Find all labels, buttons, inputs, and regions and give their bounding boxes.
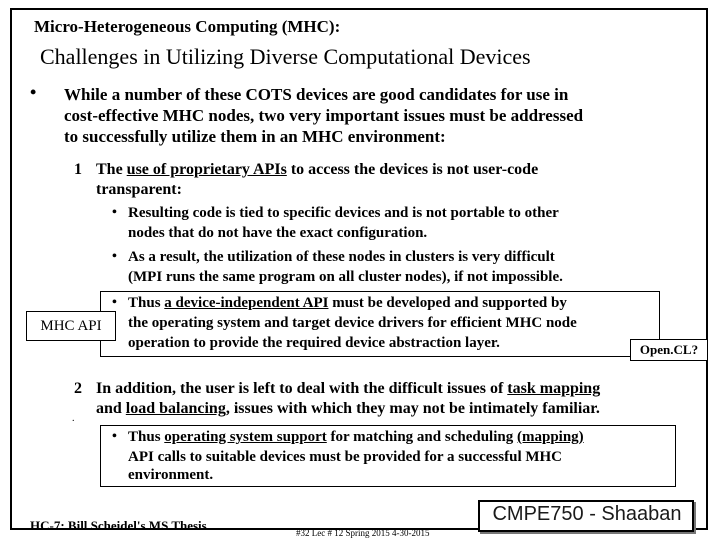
opencl-label: Open.CL? — [630, 339, 708, 361]
item-2-line-2-b: , issues with which they may not be intimately familiar. — [225, 400, 600, 417]
sub-1-marker: • — [112, 205, 117, 220]
sub-1-line-2: nodes that do not have the exact configuration. — [128, 225, 428, 241]
mhc-api-label: MHC API — [26, 311, 116, 341]
sub-4-mapping: (mapping) — [516, 429, 584, 445]
footer-source: HC-7: Bill Scheidel's MS Thesis — [30, 518, 207, 533]
sub-4-line-3: environment. — [128, 467, 214, 483]
footer-lecture-info: #32 Lec # 12 Spring 2015 4-30-2015 — [296, 528, 430, 538]
sub-3-line-2: the operating system and target device drivers for efficient MHC node — [128, 315, 577, 331]
bullet-line-3: to successfully utilize them in an MHC environment: — [64, 127, 446, 146]
sub-3-underlined-phrase: a device-independent API — [164, 295, 329, 311]
item-2-line-1 — [96, 379, 600, 399]
sub-4-line-1-b: for matching and scheduling — [326, 429, 517, 445]
item-1-line-1-a: The — [96, 161, 127, 178]
sub-3-line-3: operation to provide the required device abstraction layer. — [128, 335, 500, 351]
sub-4-line-2: API calls to suitable devices must be provided for a successful MHC — [128, 449, 563, 465]
slide-supertitle: Micro-Heterogeneous Computing (MHC): — [34, 17, 341, 36]
sub-3-line-1-b: must be developed and supported by — [328, 295, 567, 311]
item-2-line-2 — [96, 399, 600, 419]
main-bullet-text — [64, 84, 694, 147]
slide-title: Challenges in Utilizing Diverse Computational Devices — [40, 44, 531, 69]
sub-2-marker: • — [112, 249, 117, 264]
sub-3-line-1-a: Thus — [128, 295, 165, 311]
sub-4-os-support: operating system support — [164, 429, 327, 445]
item-1-line-1 — [96, 160, 538, 180]
sub-4-line-1-a: Thus — [128, 429, 165, 445]
stray-dot: . — [72, 413, 75, 424]
item-1-underlined-phrase: use of proprietary APIs — [126, 161, 287, 178]
sub-3-marker: • — [112, 295, 117, 310]
sub-4-line-1 — [128, 427, 584, 447]
sub-1-line-1: Resulting code is tied to specific devices and is not portable to other — [128, 205, 559, 221]
item-2-number: 2 — [74, 380, 82, 397]
bullet-marker: • — [30, 82, 37, 102]
item-2-line-2-a: and — [96, 400, 126, 417]
bullet-line-2: cost-effective MHC nodes, two very important issues must be addressed — [64, 106, 584, 125]
item-2-line-1-a: In addition, the user is left to deal with the difficult issues of — [96, 380, 508, 397]
item-1-number: 1 — [74, 161, 82, 178]
sub-4-marker: • — [112, 429, 117, 444]
sub-2-line-1: As a result, the utilization of these nodes in clusters is very difficult — [128, 249, 555, 265]
item-1-line-1-b: to access the devices is not user-code — [286, 161, 539, 178]
item-2-load-balancing: load balancing — [125, 400, 226, 417]
course-brand-label: CMPE750 - Shaaban — [492, 503, 682, 525]
bullet-line-1: While a number of these COTS devices are good candidates for use in — [64, 85, 569, 104]
sub-2-line-2: (MPI runs the same program on all cluster nodes), if not impossible. — [128, 269, 563, 285]
sub-3-line-1 — [128, 293, 567, 313]
item-1-line-2: transparent: — [96, 181, 182, 198]
item-2-task-mapping: task mapping — [507, 380, 601, 397]
